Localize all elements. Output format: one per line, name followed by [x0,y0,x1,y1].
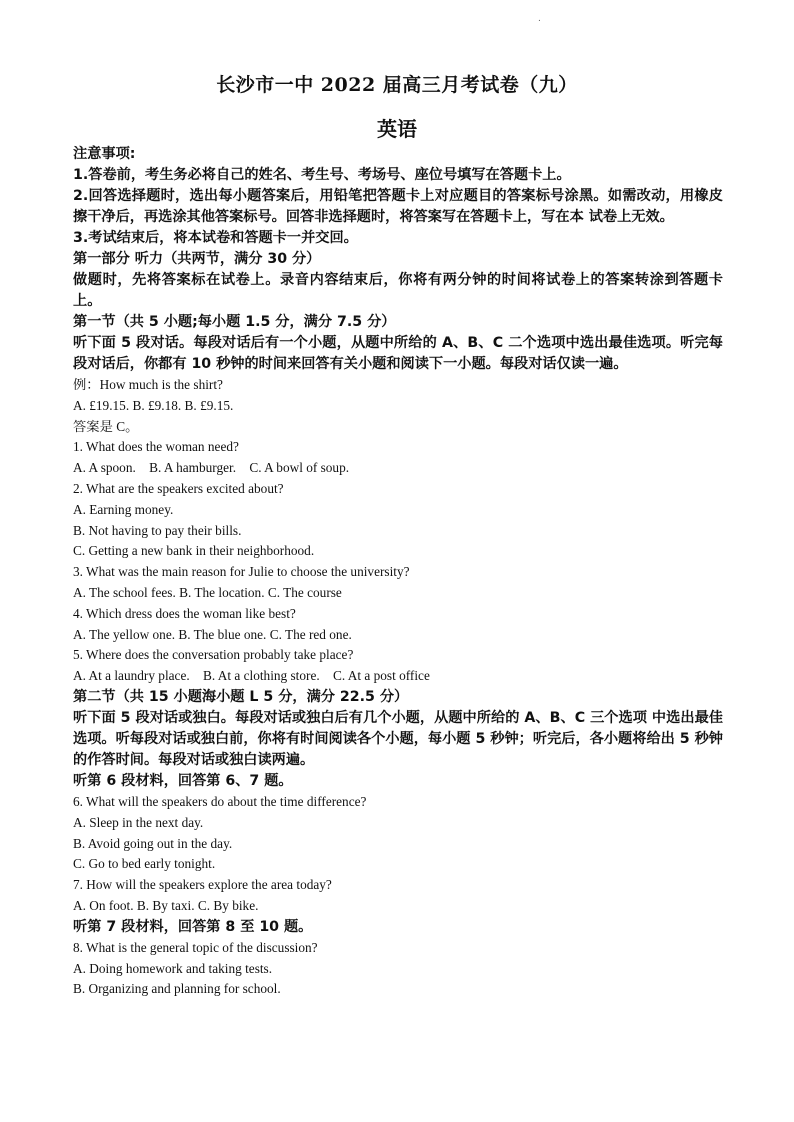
material6-heading: 听第 6 段材料，回答第 6、7 题。 [73,772,293,789]
option: B. Not having to pay their bills. [73,522,242,538]
question: 2. What are the speakers excited about? [73,480,284,496]
question-options: A. At a laundry place. B. At a clothing store. C. At a post office [73,668,430,684]
question: 7. How will the speakers explore the area today? [73,877,332,893]
option: C. Go to bed early tonight. [73,856,216,872]
option: B. Organizing and planning for school. [73,981,281,997]
option: A. Doing homework and taking tests. [73,960,273,976]
section1-instruction: 听下面 5 段对话。每段对话后有一个小题，从题中所给的 A、B、C 二个选项中选出最佳选项。听完每段对话后，你都有 10 秒钟的时间来回答有关小题和阅读下一小题。每段对话仅读一遍。 [73,335,723,372]
question: 5. Where does the conversation probably take place? [73,647,354,663]
question: 4. Which dress does the woman like best? [73,605,296,621]
part1-instruction: 做题时，先将答案标在试卷上。录音内容结束后，你将有两分钟的时间将试卷上的答案转涂到答题卡上。 [73,272,723,309]
option: C. Getting a new bank in their neighborhood. [73,543,315,559]
question-options: A. The school fees. B. The location. C. The course [73,584,342,600]
question: 8. What is the general topic of the discussion? [73,939,318,955]
question: 6. What will the speakers do about the time difference? [73,793,367,809]
example-answer: 答案是 C。 [73,418,139,434]
example-options: A. £19.15. B. £9.18. B. £9.15. [73,397,234,413]
question: 3. What was the main reason for Julie to choose the university? [73,564,410,580]
notice-heading: 注意事项: [73,146,136,162]
question-options: A. The yellow one. B. The blue one. C. The red one. [73,626,352,642]
option: A. Sleep in the next day. [73,814,204,830]
question-options: A. A spoon. B. A hamburger. C. A bowl of soup. [73,460,350,476]
part1-heading: 第一部分 听力（共两节，满分 30 分） [73,251,321,267]
exam-content [73,144,723,1000]
section2-instruction: 听下面 5 段对话或独白。每段对话或独白后有几个小题，从题中所给的 A、B、C 三个选项 中选出最佳选项。听每段对话或独白前，你将有时间阅读各个小题，每小题 5 秒钟；听完后，各小题将给出 5 秒钟的作答时间。每段对话或独白读两遍。 [73,709,723,768]
section2-heading: 第二节（共 15 小题海小题 L 5 分，满分 22.5 分） [73,688,409,705]
question-options: A. On foot. B. By taxi. C. By bike. [73,897,259,913]
question: 1. What does the woman need? [73,439,239,455]
material7-heading: 听第 7 段材料，回答第 8 至 10 题。 [73,918,313,935]
notice-item: 3.考试结束后，将本试卷和答题卡一并交回。 [73,230,358,246]
subject-title: 英语 [377,117,417,141]
option: B. Avoid going out in the day. [73,835,233,851]
notice-item: 1.答卷前，考生务必将自己的姓名、考生号、考场号、座位号填写在答题卡上。 [73,167,571,183]
example-question: 例：How much is the shirt? [73,377,223,392]
notice-item: 2.回答选择题时，选出每小题答案后，用铅笔把答题卡上对应题目的答案标号涂黑。如需改动，用橡皮擦干净后，再选涂其他答案标号。回答非选择题时，将答案写在答题卡上，写在本 试卷上无效。 [73,188,723,225]
option: A. Earning money. [73,501,174,517]
exam-title: 长沙市一中 2022 届高三月考试卷（九） [216,74,578,96]
section1-heading: 第一节（共 5 小题;每小题 1.5 分，满分 7.5 分） [73,314,396,330]
header-mark: . [538,14,541,24]
